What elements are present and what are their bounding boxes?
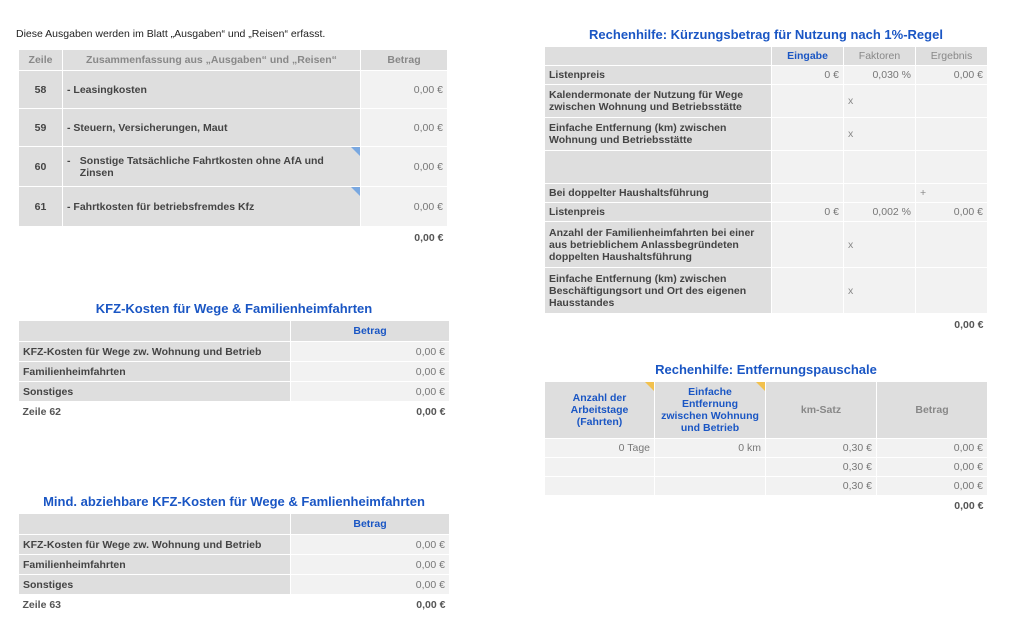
tage-input[interactable] — [545, 458, 655, 477]
betrag-cell[interactable]: 0,00 € — [361, 109, 448, 147]
eingabe-cell[interactable]: 0 € — [772, 203, 844, 222]
row-label: KFZ-Kosten für Wege zw. Wohnung und Betrieb — [19, 342, 291, 362]
ergebnis-cell: 0,00 € — [916, 203, 988, 222]
summary-total: 0,00 € — [361, 227, 448, 249]
table-row — [545, 151, 988, 184]
row-label — [545, 151, 772, 184]
eingabe-cell[interactable] — [772, 118, 844, 151]
table-row — [19, 535, 450, 555]
zeile-number: 60 — [19, 147, 63, 187]
multiply-mark: x — [844, 222, 916, 268]
dash: - — [67, 154, 71, 167]
eingabe-cell[interactable] — [772, 184, 844, 203]
betrag-cell: 0,00 € — [877, 458, 988, 477]
table-row — [19, 362, 450, 382]
kuerzung-total: 0,00 € — [772, 314, 988, 336]
table-row — [545, 66, 988, 85]
col-faktoren: Faktoren — [844, 47, 916, 66]
kuerzung-table-title: Rechenhilfe: Kürzungsbetrag für Nutzung nach 1%-Regel — [589, 27, 943, 42]
betrag-cell[interactable]: 0,00 € — [291, 342, 450, 362]
intro-text: Diese Ausgaben werden im Blatt „Ausgaben“ und „Reisen“ erfasst. — [16, 28, 326, 40]
table-row — [545, 118, 988, 151]
row-label: Bei doppelter Haushaltsführung — [545, 184, 772, 203]
km-input[interactable]: 0 km — [655, 439, 766, 458]
zeile-number: 58 — [19, 71, 63, 109]
col-zusammenfassung: Zusammenfassung aus „Ausgaben“ und „Reisen“ — [63, 50, 361, 71]
col-entfernung: Einfache Entfernung zwischen Wohnung und Betrieb — [655, 382, 766, 439]
betrag-cell[interactable]: 0,00 € — [361, 187, 448, 227]
table-row — [545, 477, 988, 496]
row-label: Anzahl der Familienheimfahrten bei einer aus betrieblichem Anlassbegründeten doppelten Haushaltsführung — [545, 222, 772, 268]
zeile-number: 61 — [19, 187, 63, 227]
km-satz-cell: 0,30 € — [766, 439, 877, 458]
table-row — [545, 439, 988, 458]
betrag-cell[interactable]: 0,00 € — [291, 555, 450, 575]
col-betrag: Betrag — [291, 514, 450, 535]
faktor-cell — [844, 151, 916, 184]
eingabe-cell[interactable] — [772, 151, 844, 184]
row-label: Listenpreis — [545, 203, 772, 222]
table-row — [19, 342, 450, 362]
betrag-cell[interactable]: 0,00 € — [361, 71, 448, 109]
col-ergebnis: Ergebnis — [916, 47, 988, 66]
multiply-mark: x — [844, 85, 916, 118]
col-zeile: Zeile — [19, 50, 63, 71]
table-row — [545, 184, 988, 203]
row-label: KFZ-Kosten für Wege zw. Wohnung und Betrieb — [19, 535, 291, 555]
row-label: Sonstiges — [19, 382, 291, 402]
eingabe-cell[interactable] — [772, 268, 844, 314]
row-label: Sonstige Tatsächliche Fahrtkosten ohne AfA und Zinsen — [79, 154, 324, 179]
km-input[interactable] — [655, 477, 766, 496]
plus-mark: + — [916, 184, 988, 203]
ergebnis-cell — [916, 85, 988, 118]
ergebnis-cell — [916, 222, 988, 268]
multiply-mark: x — [844, 268, 916, 314]
betrag-cell[interactable]: 0,00 € — [291, 362, 450, 382]
table-row — [19, 147, 448, 187]
pauschale-table-title: Rechenhilfe: Entfernungspauschale — [655, 362, 877, 377]
table-row — [545, 268, 988, 314]
col-km-satz: km-Satz — [766, 382, 877, 439]
betrag-cell[interactable]: 0,00 € — [291, 535, 450, 555]
row-label: Kalendermonate der Nutzung für Wege zwischen Wohnung und Betriebsstätte — [545, 85, 772, 118]
kfz-table — [18, 320, 450, 422]
tage-input[interactable] — [545, 477, 655, 496]
betrag-cell: 0,00 € — [877, 439, 988, 458]
row-label: Einfache Entfernung (km) zwischen Wohnung und Betriebsstätte — [545, 118, 772, 151]
km-satz-cell: 0,30 € — [766, 477, 877, 496]
table-row — [545, 203, 988, 222]
summary-table — [18, 49, 448, 249]
betrag-cell[interactable]: 0,00 € — [291, 575, 450, 595]
col-betrag: Betrag — [291, 321, 450, 342]
col-arbeitstage: Anzahl der Arbeitstage (Fahrten) — [545, 382, 655, 439]
col-betrag: Betrag — [361, 50, 448, 71]
row-label: Einfache Entfernung (km) zwischen Beschäftigungsort und Ort des eigenen Hausstandes — [545, 268, 772, 314]
row-label: - Fahrtkosten für betriebsfremdes Kfz — [63, 187, 361, 227]
betrag-cell[interactable]: 0,00 € — [291, 382, 450, 402]
table-row — [19, 109, 448, 147]
min-table — [18, 513, 450, 615]
faktor-cell — [844, 184, 916, 203]
table-row — [545, 85, 988, 118]
min-total: 0,00 € — [291, 595, 450, 615]
multiply-mark: x — [844, 118, 916, 151]
table-row — [545, 458, 988, 477]
betrag-cell[interactable]: 0,00 € — [361, 147, 448, 187]
faktor-cell: 0,002 % — [844, 203, 916, 222]
row-label: Familienheimfahrten — [19, 362, 291, 382]
zeile-number: 59 — [19, 109, 63, 147]
eingabe-cell[interactable] — [772, 222, 844, 268]
row-label: - Steuern, Versicherungen, Maut — [63, 109, 361, 147]
col-betrag: Betrag — [877, 382, 988, 439]
kfz-table-title: KFZ-Kosten für Wege & Familienheimfahrten — [95, 301, 373, 316]
km-satz-cell: 0,30 € — [766, 458, 877, 477]
min-table-title: Mind. abziehbare KFZ-Kosten für Wege & Famlienheimfahrten — [43, 494, 425, 509]
pauschale-table — [544, 381, 988, 516]
faktor-cell: 0,030 % — [844, 66, 916, 85]
row-label-with-comment — [63, 147, 361, 187]
row-label: Familienheimfahrten — [19, 555, 291, 575]
ergebnis-cell: 0,00 € — [916, 66, 988, 85]
total-label: Zeile 62 — [19, 402, 291, 422]
kfz-total: 0,00 € — [291, 402, 450, 422]
table-row — [19, 382, 450, 402]
ergebnis-cell — [916, 151, 988, 184]
total-label: Zeile 63 — [19, 595, 291, 615]
row-label: - Leasingkosten — [63, 71, 361, 109]
table-row — [19, 555, 450, 575]
table-row — [545, 222, 988, 268]
ergebnis-cell — [916, 268, 988, 314]
pauschale-total: 0,00 € — [877, 496, 988, 516]
row-label: Listenpreis — [545, 66, 772, 85]
col-eingabe: Eingabe — [772, 47, 844, 66]
tage-input[interactable]: 0 Tage — [545, 439, 655, 458]
table-row — [19, 575, 450, 595]
table-row — [19, 71, 448, 109]
kuerzung-table — [544, 46, 988, 336]
eingabe-cell[interactable] — [772, 85, 844, 118]
ergebnis-cell — [916, 118, 988, 151]
betrag-cell: 0,00 € — [877, 477, 988, 496]
row-label: Sonstiges — [19, 575, 291, 595]
table-row — [19, 187, 448, 227]
km-input[interactable] — [655, 458, 766, 477]
eingabe-cell[interactable]: 0 € — [772, 66, 844, 85]
